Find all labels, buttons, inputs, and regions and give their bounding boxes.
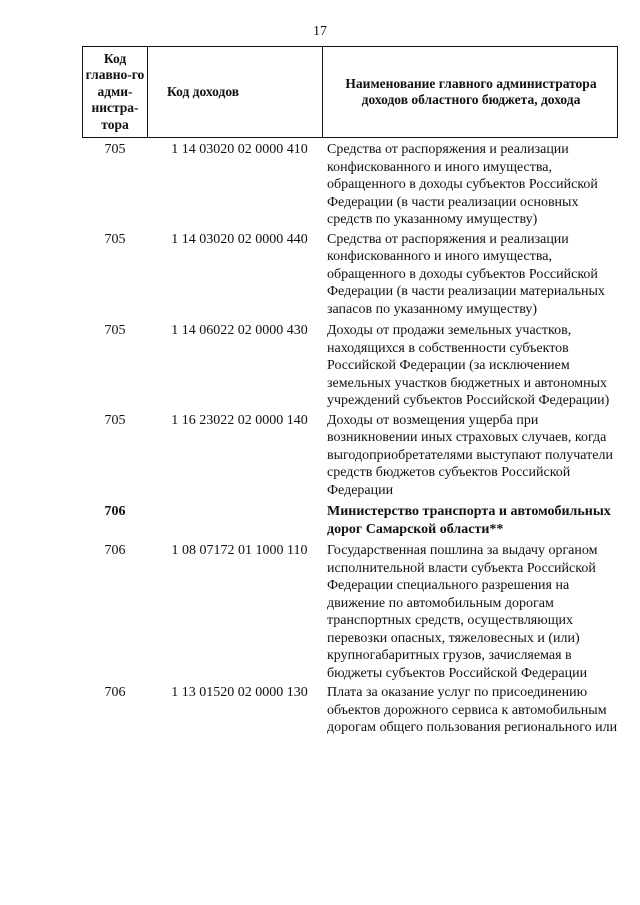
- header-admin-code: Код главно-го адми-нистра-тора: [85, 50, 145, 132]
- row-admin-code: 705: [104, 412, 126, 428]
- row-admin-code: 705: [104, 142, 126, 157]
- table-row: [82, 503, 618, 538]
- row-name: Государственная пошлина за выдачу органом исполнительной власти субъекта Российской Федерации специального разрешения на движение по автомобильным дорогам транспортных средств, осуществляющих перевозки опасных, тяжеловесных и (или) крупногабаритных грузов, зачисляемая в бюджеты субъектов Российской Федерации: [327, 543, 598, 681]
- row-admin-code: 705: [104, 231, 126, 247]
- table-body: [82, 141, 618, 737]
- row-name: Министерство транспорта и автомобильных дорог Самарской области**: [327, 504, 611, 537]
- row-name: Плата за оказание услуг по присоединению объектов дорожного сервиса к автомобильным дорогам общего пользования регионального или: [327, 685, 618, 735]
- row-name: Доходы от возмещения ущерба при возникновении иных страховых случаев, когда выгодоприобретателями выступают получатели средств бюджетов субъектов Российской Федерации: [327, 412, 613, 498]
- row-income-code: 1 14 06022 02 0000 430: [171, 323, 308, 338]
- row-name: Доходы от продажи земельных участков, находящихся в собственности субъектов Российской Федерации (за исключением земельных участков бюджетных и автономных учреждений субъектов Российской Федерации): [327, 323, 610, 408]
- row-income-code: 1 08 07172 01 1000 110: [171, 543, 308, 558]
- table-row: [82, 231, 618, 319]
- table-row: [82, 322, 618, 410]
- row-name: Средства от распоряжения и реализации конфискованного и иного имущества, обращенного в доходы субъектов Российской Федерации (в части реализации основных средств по указанному имуществу): [327, 142, 598, 227]
- row-income-code: [148, 503, 323, 538]
- header-income-code: Код доходов: [166, 83, 240, 99]
- header-divider-2: [322, 46, 323, 138]
- header-left-border: [82, 46, 83, 138]
- table-row: [82, 412, 618, 500]
- row-income-code: 1 14 03020 02 0000 410: [171, 142, 308, 157]
- header-right-border: [617, 46, 618, 138]
- row-income-code: 1 13 01520 02 0000 130: [171, 685, 308, 700]
- table-row: [82, 684, 618, 737]
- row-name: Средства от распоряжения и реализации конфискованного и иного имущества, обращенного в доходы субъектов Российской Федерации (в части реализации материальных запасов по указанному имуществу): [327, 231, 605, 317]
- header-name: Наименование главного администратора доходов областного бюджета, дохода: [345, 75, 597, 107]
- row-admin-code: 706: [104, 504, 126, 519]
- row-income-code: 1 16 23022 02 0000 140: [171, 412, 308, 428]
- header-divider-1: [147, 46, 148, 138]
- row-admin-code: 705: [104, 323, 126, 338]
- page-number: 17: [313, 24, 327, 39]
- table-header: [82, 46, 618, 138]
- row-admin-code: 706: [104, 685, 126, 700]
- row-admin-code: 706: [104, 543, 126, 558]
- table-row: [82, 141, 618, 229]
- table-row: [82, 542, 618, 682]
- row-income-code: 1 14 03020 02 0000 440: [171, 231, 308, 247]
